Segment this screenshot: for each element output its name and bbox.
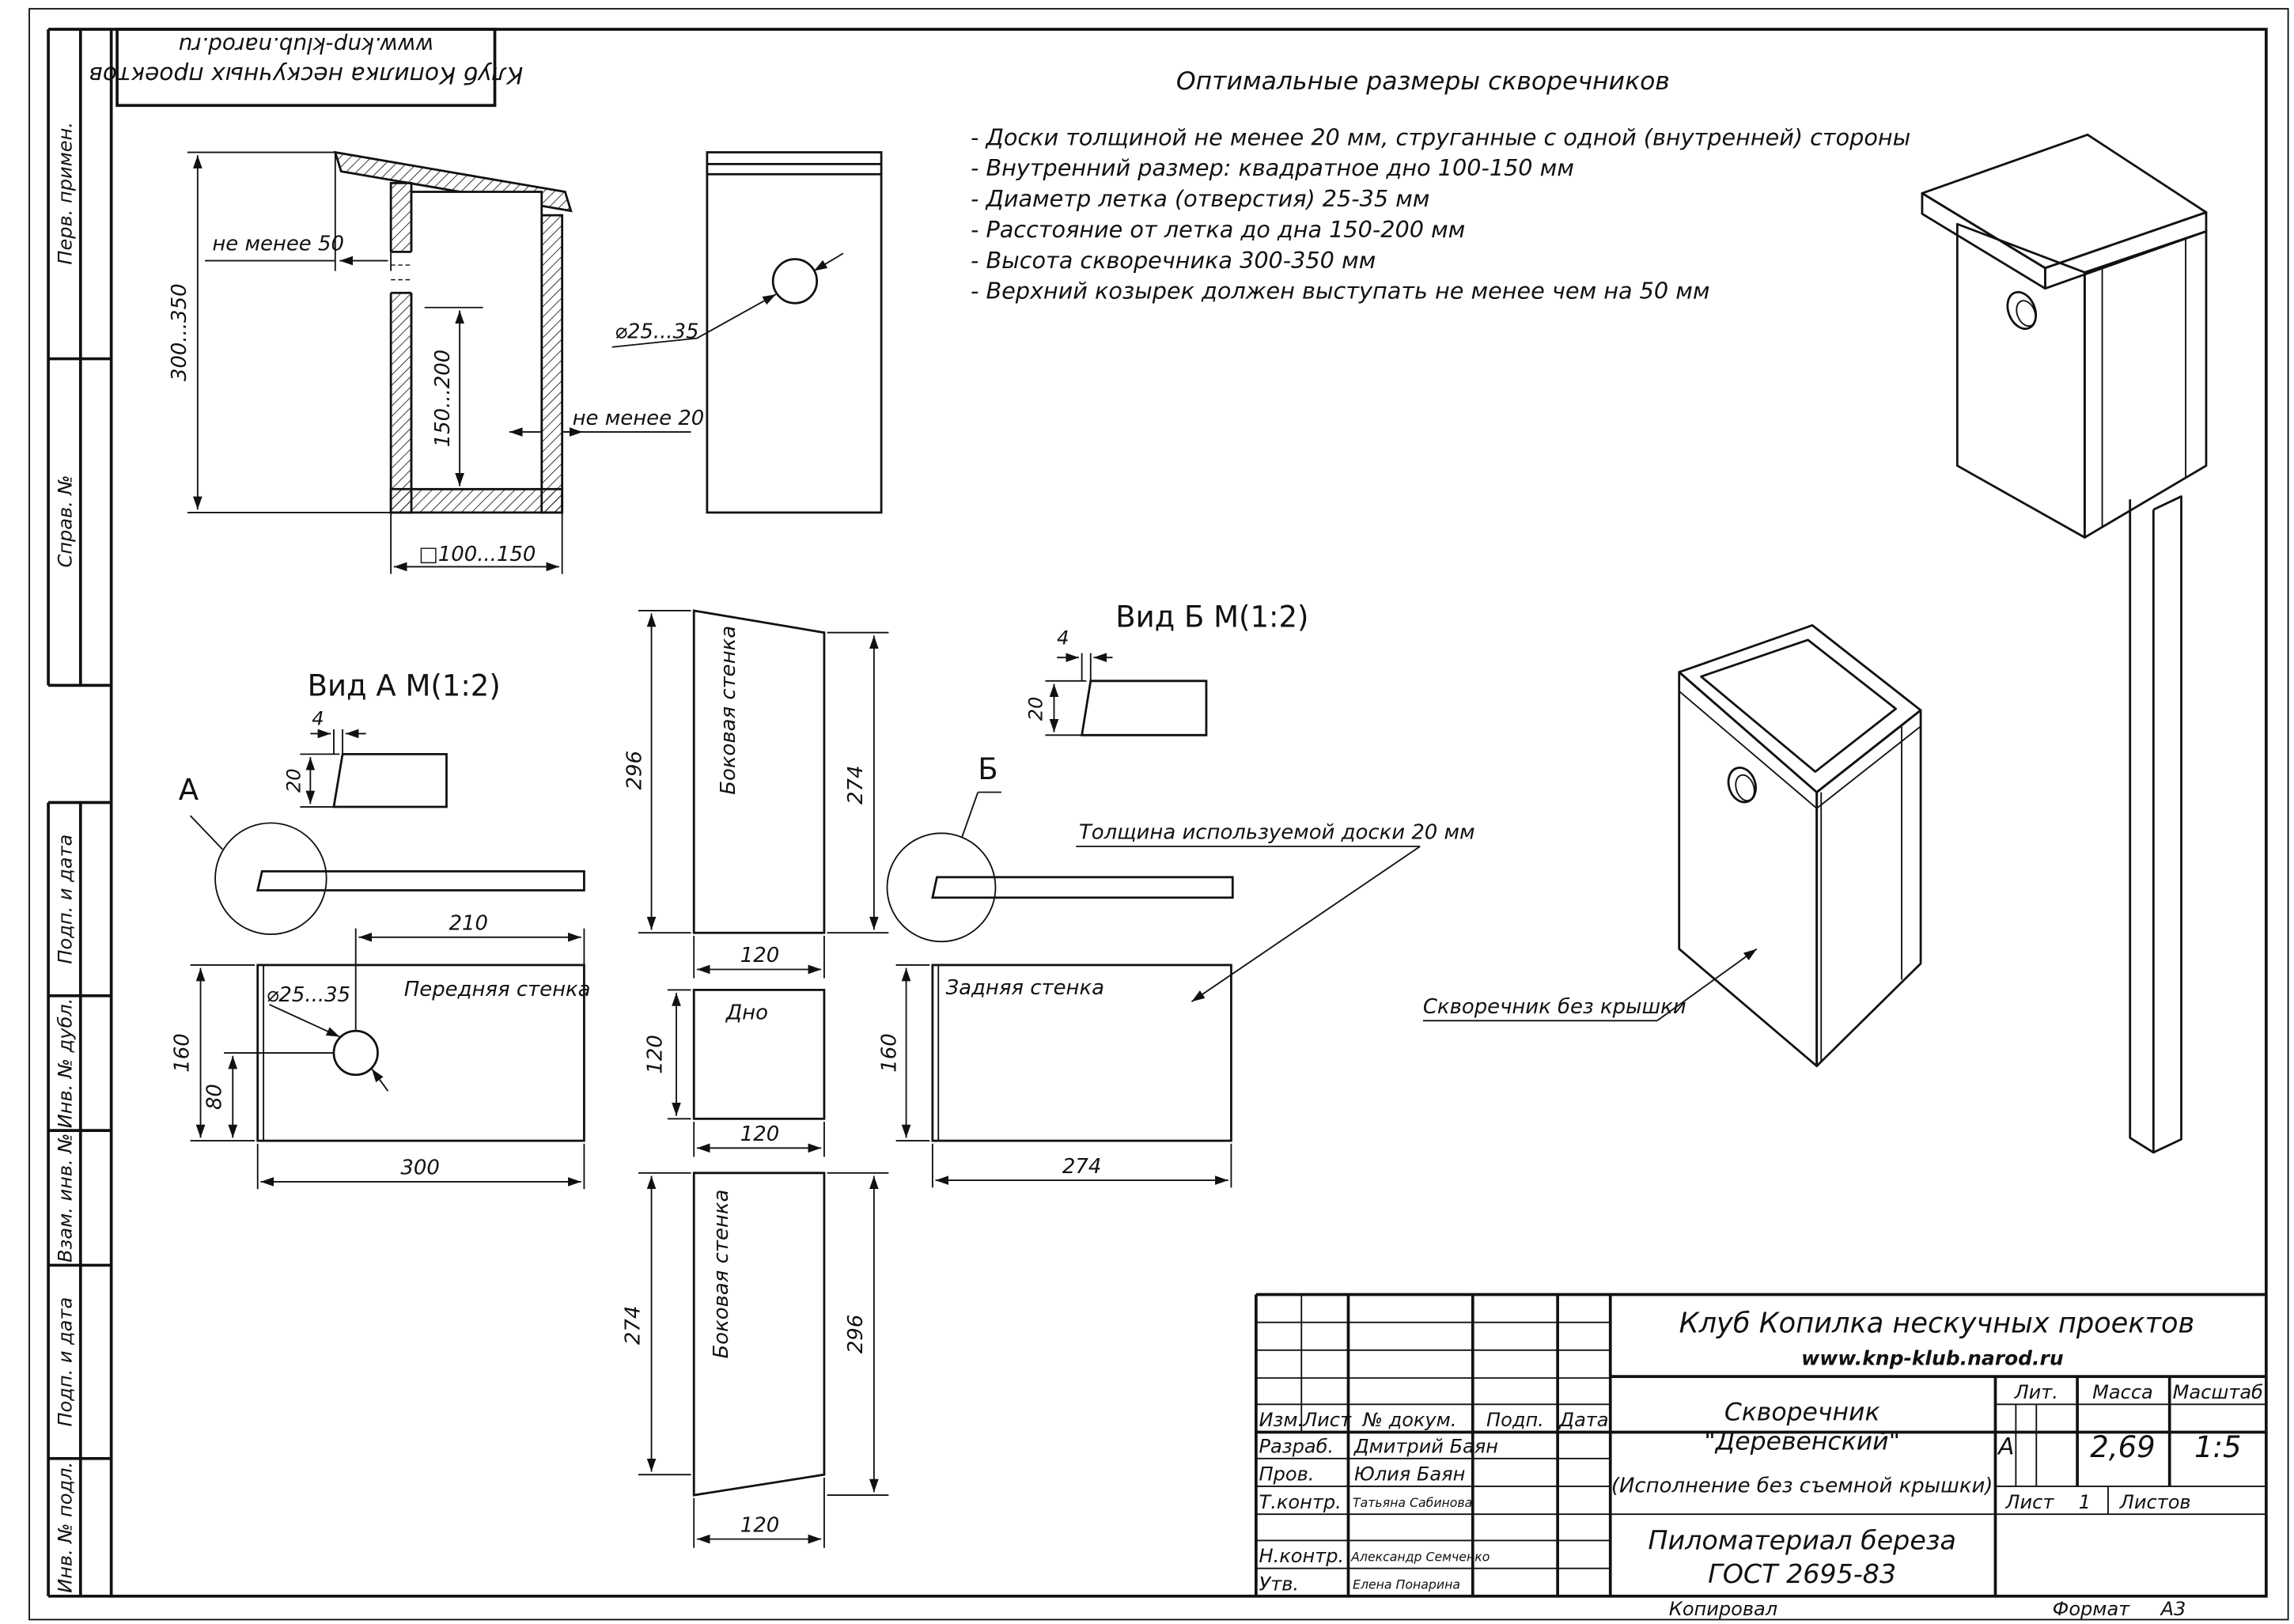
- front-panel: [191, 929, 585, 1190]
- side-wall-2-left-dim: 274: [621, 1305, 645, 1346]
- strip-perv-primen: Перв. примен.: [54, 122, 77, 265]
- tb-name-nkontr: Александр Семченко: [1351, 1549, 1490, 1565]
- requirement-5: - Высота скворечника 300-350 мм: [970, 246, 1376, 274]
- requirement-4: - Расстояние от летка до дна 150-200 мм: [970, 215, 1466, 243]
- side-wall-2-label: Боковая стенка: [709, 1189, 733, 1359]
- birdhouse-isometric: [1922, 134, 2206, 1153]
- tb-name-razrab: Дмитрий Баян: [1353, 1435, 1498, 1458]
- strip-podp-data-2: Подп. и дата: [54, 1297, 77, 1427]
- tb-role-tkontr: Т.контр.: [1259, 1490, 1342, 1513]
- side-wall-2-right-dim: 296: [844, 1314, 869, 1354]
- view-a-dim-4: 4: [312, 707, 324, 730]
- strip-inv-dubl: Инв. № дубл.: [54, 997, 77, 1129]
- back-panel-width: 274: [1062, 1154, 1102, 1179]
- tb-role-razrab: Разраб.: [1259, 1435, 1334, 1458]
- tb-org: Клуб Копилка нескучных проектов: [1679, 1307, 2195, 1340]
- view-a: [191, 729, 585, 934]
- tb-name-utv: Елена Понарина: [1353, 1577, 1461, 1592]
- tb-sheet-value: 1: [2078, 1490, 2091, 1513]
- side-wall-2-width-dim: 120: [740, 1513, 780, 1538]
- side-wall-1-width-dim: 120: [740, 944, 780, 968]
- front-panel-hole-height: 80: [203, 1084, 227, 1111]
- open-box-label: Скворечник без крышки: [1422, 995, 1686, 1020]
- view-b-label: Вид Б М(1:2): [1115, 600, 1309, 634]
- tb-name-tkontr: Татьяна Сабинова: [1353, 1494, 1473, 1510]
- requirement-6: - Верхний козырек должен выступать не менее чем на 50 мм: [970, 277, 1710, 305]
- front-hole-diameter: ⌀25...35: [615, 320, 699, 344]
- front-panel-label: Передняя стенка: [403, 977, 591, 1001]
- tb-material-1: Пиломатериал береза: [1648, 1524, 1956, 1556]
- club-stamp: [89, 29, 523, 105]
- strip-inv-podl: Инв. № подл.: [54, 1461, 77, 1593]
- front-panel-width: 300: [400, 1156, 440, 1180]
- strip-podp-data-1: Подп. и дата: [54, 834, 77, 964]
- board-thickness-note: Толщина используемой доски 20 мм: [1078, 820, 1475, 845]
- tb-sheet-label: Лист: [2005, 1490, 2054, 1513]
- strip-sprav: Справ. №: [54, 475, 77, 568]
- tb-head-masshtab: Масштаб: [2172, 1380, 2263, 1403]
- dim-floor-size: □100...150: [418, 543, 536, 567]
- view-b-dim-20: 20: [1024, 696, 1047, 721]
- dim-total-height: 300...350: [168, 283, 192, 382]
- dim-roof-overhang: не менее 50: [212, 232, 344, 256]
- birdhouse-section: [335, 153, 571, 513]
- requirement-3: - Диаметр летка (отверстия) 25-35 мм: [970, 185, 1430, 213]
- bottom-label: Дно: [725, 1001, 768, 1025]
- board-thickness-leader: [1076, 846, 1420, 1001]
- tb-value-massa: 2,69: [2090, 1429, 2156, 1464]
- view-b: [888, 653, 1233, 942]
- side-wall-1-right-dim: 274: [844, 765, 869, 804]
- tb-col-data: Дата: [1559, 1409, 1609, 1432]
- bottom-width-dim: 120: [740, 1122, 780, 1147]
- tb-value-masshtab: 1:5: [2194, 1429, 2242, 1464]
- tb-name-line-2: "Деревенский": [1704, 1427, 1901, 1456]
- tb-value-lit: А: [1998, 1433, 2015, 1460]
- club-stamp-name: Клуб Копилка нескучных проектов: [89, 62, 524, 89]
- front-panel-height: 160: [170, 1033, 195, 1073]
- view-b-dim-4: 4: [1057, 627, 1069, 649]
- front-panel-hole-dia: ⌀25...35: [266, 983, 351, 1008]
- tb-role-nkontr: Н.контр.: [1259, 1545, 1345, 1568]
- tb-head-massa: Масса: [2092, 1380, 2153, 1403]
- requirement-1: - Доски толщиной не менее 20 мм, струганные с одной (внутренней) стороны: [970, 123, 1911, 151]
- tb-name-line-1: Скворечник: [1724, 1398, 1880, 1427]
- tb-format-value: А3: [2160, 1597, 2186, 1620]
- side-wall-1-label: Боковая стенка: [717, 625, 741, 795]
- tb-name-prov: Юлия Баян: [1353, 1463, 1466, 1486]
- tb-material-2: ГОСТ 2695-83: [1708, 1558, 1897, 1590]
- side-wall-1-left-dim: 296: [623, 751, 647, 790]
- back-panel-height: 160: [877, 1033, 902, 1073]
- view-a-letter: А: [178, 772, 199, 807]
- page-title: Оптимальные размеры скворечников: [1175, 66, 1670, 96]
- tb-name-line-3: (Исполнение без съемной крышки): [1611, 1474, 1993, 1498]
- dim-hole-to-floor: 150...200: [431, 349, 456, 448]
- tb-col-izm: Изм.: [1259, 1409, 1304, 1432]
- requirements-list: [971, 123, 1910, 304]
- back-panel-label: Задняя стенка: [945, 975, 1104, 1000]
- dim-wall-thickness: не менее 20: [572, 406, 705, 430]
- tb-col-list: Лист: [1303, 1409, 1352, 1432]
- tb-url: www.knp-klub.narod.ru: [1801, 1346, 2064, 1370]
- tb-role-utv: Утв.: [1259, 1573, 1300, 1596]
- tb-col-podp: Подп.: [1486, 1409, 1544, 1432]
- requirement-2: - Внутренний размер: квадратное дно 100-150 мм: [970, 154, 1574, 182]
- strip-vzam-inv: Взам. инв. №: [54, 1133, 77, 1262]
- view-b-letter: Б: [978, 751, 998, 786]
- front-panel-hole-len: 210: [449, 911, 488, 936]
- open-box-isometric: [1679, 625, 1921, 1066]
- bottom-height-dim: 120: [643, 1035, 668, 1074]
- tb-col-doc: № докум.: [1362, 1409, 1457, 1432]
- side-wall-2: [638, 1173, 888, 1548]
- tb-sheets-label: Листов: [2119, 1490, 2191, 1513]
- tb-kopiroval: Копировал: [1668, 1597, 1778, 1620]
- tb-format-label: Формат: [2052, 1597, 2130, 1620]
- tb-head-lit: Лит.: [2014, 1380, 2058, 1403]
- view-a-label: Вид А М(1:2): [307, 668, 501, 703]
- tb-role-prov: Пров.: [1259, 1463, 1315, 1486]
- club-stamp-url: www.knp-klub.narod.ru: [178, 32, 434, 59]
- view-a-dim-20: 20: [282, 768, 305, 793]
